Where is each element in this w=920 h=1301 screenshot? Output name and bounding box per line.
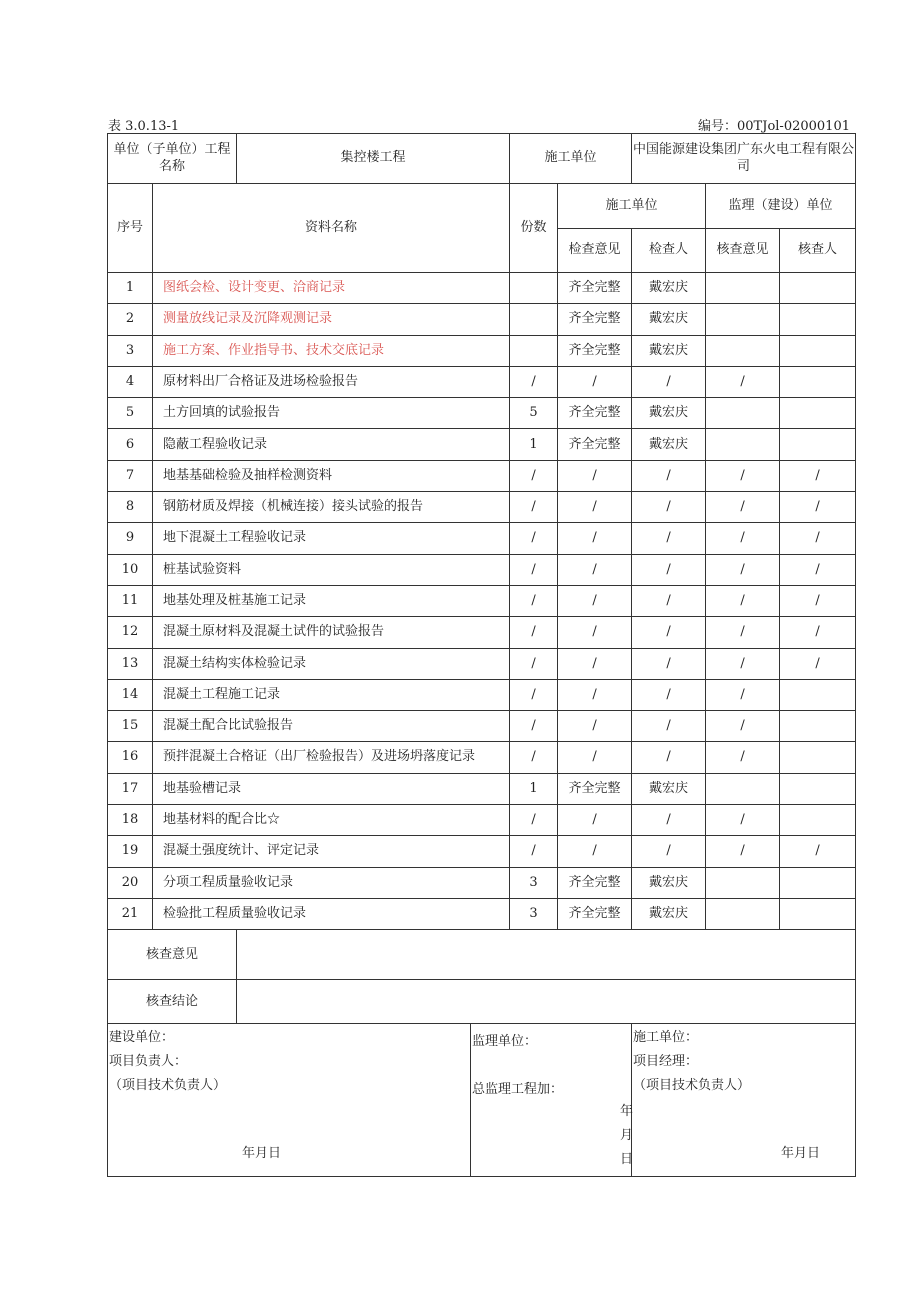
row-supervisor-opinion	[706, 429, 780, 460]
table-row	[108, 805, 856, 836]
owner-signature-block	[108, 1024, 471, 1177]
serial-number: 编号：00TJol-02000101	[698, 119, 850, 134]
row-copies	[510, 335, 558, 366]
row-copies: /	[510, 554, 558, 585]
row-supervisor-opinion	[706, 867, 780, 898]
col-contractor-group: 施工单位	[558, 184, 706, 229]
contractor-value: 中国能源建设集团广东火电工程有限公司	[632, 134, 856, 184]
contractor-signature-block	[632, 1024, 856, 1177]
row-copies: /	[510, 492, 558, 523]
row-supervisor-checker: /	[780, 648, 856, 679]
row-supervisor-checker: /	[780, 836, 856, 867]
row-contractor-checker: 戴宏庆	[632, 335, 706, 366]
row-name: 测量放线记录及沉降观测记录	[153, 304, 510, 335]
row-name: 土方回填的试验报告	[153, 398, 510, 429]
supervisor-date: 年月日	[620, 1104, 634, 1168]
row-copies: /	[510, 648, 558, 679]
row-contractor-opinion: /	[558, 492, 632, 523]
table-row	[108, 304, 856, 335]
row-supervisor-checker	[780, 335, 856, 366]
table-row	[108, 711, 856, 742]
row-contractor-checker: /	[632, 585, 706, 616]
row-supervisor-checker: /	[780, 492, 856, 523]
row-copies: 1	[510, 773, 558, 804]
row-supervisor-checker	[780, 742, 856, 773]
project-row	[108, 134, 856, 184]
row-supervisor-opinion: /	[706, 648, 780, 679]
row-copies: /	[510, 679, 558, 710]
contractor-date: 年月日	[781, 1146, 821, 1162]
row-name: 地基材料的配合比☆	[153, 805, 510, 836]
supervisor-signature-block	[471, 1024, 632, 1177]
row-copies	[510, 304, 558, 335]
table-row	[108, 492, 856, 523]
row-seq: 2	[108, 304, 153, 335]
row-seq: 13	[108, 648, 153, 679]
table-row	[108, 398, 856, 429]
table-row	[108, 429, 856, 460]
row-supervisor-checker	[780, 366, 856, 397]
table-row	[108, 679, 856, 710]
contractor-manager-label: 项目经理：	[633, 1054, 699, 1070]
col-name: 资料名称	[153, 184, 510, 273]
review-opinion-row	[108, 930, 856, 980]
table-row	[108, 366, 856, 397]
row-contractor-checker: /	[632, 460, 706, 491]
table-row	[108, 585, 856, 616]
row-supervisor-opinion	[706, 773, 780, 804]
row-copies: 3	[510, 867, 558, 898]
col-supervisor-group: 监理（建设）单位	[706, 184, 856, 229]
table-row	[108, 773, 856, 804]
row-name: 混凝土强度统计、评定记录	[153, 836, 510, 867]
review-conclusion-row	[108, 980, 856, 1024]
row-seq: 11	[108, 585, 153, 616]
row-name: 地基处理及桩基施工记录	[153, 585, 510, 616]
review-opinion-label: 核查意见	[108, 930, 237, 980]
row-contractor-checker: 戴宏庆	[632, 304, 706, 335]
supervisor-unit-label: 监理单位：	[472, 1034, 538, 1050]
row-copies: /	[510, 366, 558, 397]
row-contractor-checker: /	[632, 554, 706, 585]
row-seq: 10	[108, 554, 153, 585]
row-copies: /	[510, 617, 558, 648]
row-contractor-checker: /	[632, 679, 706, 710]
row-contractor-checker: 戴宏庆	[632, 398, 706, 429]
row-copies: 1	[510, 429, 558, 460]
table-row	[108, 617, 856, 648]
row-supervisor-opinion	[706, 304, 780, 335]
row-contractor-opinion: /	[558, 554, 632, 585]
row-contractor-opinion: /	[558, 648, 632, 679]
row-name: 混凝土配合比试验报告	[153, 711, 510, 742]
row-seq: 6	[108, 429, 153, 460]
row-name: 图纸会检、设计变更、洽商记录	[153, 273, 510, 304]
row-seq: 5	[108, 398, 153, 429]
row-contractor-opinion: /	[558, 617, 632, 648]
row-contractor-opinion: 齐全完整	[558, 898, 632, 929]
row-name: 预拌混凝土合格证（出厂检验报告）及进场坍落度记录	[153, 742, 510, 773]
row-supervisor-opinion: /	[706, 460, 780, 491]
review-opinion-value	[237, 930, 856, 980]
row-copies: /	[510, 836, 558, 867]
owner-tech-label: （项目技术负责人）	[109, 1078, 227, 1094]
col-c-opinion: 检查意见	[558, 229, 632, 273]
owner-date: 年月日	[242, 1146, 282, 1162]
row-seq: 7	[108, 460, 153, 491]
row-contractor-opinion: /	[558, 585, 632, 616]
row-contractor-checker: /	[632, 523, 706, 554]
row-copies	[510, 273, 558, 304]
row-supervisor-checker	[780, 773, 856, 804]
signature-row	[108, 1024, 856, 1177]
row-seq: 9	[108, 523, 153, 554]
row-copies: /	[510, 805, 558, 836]
row-seq: 4	[108, 366, 153, 397]
form-number: 表 3.0.13-1	[108, 119, 180, 134]
row-contractor-checker: /	[632, 366, 706, 397]
row-copies: 5	[510, 398, 558, 429]
row-supervisor-checker	[780, 304, 856, 335]
row-contractor-checker: 戴宏庆	[632, 273, 706, 304]
table-row	[108, 867, 856, 898]
row-supervisor-opinion	[706, 335, 780, 366]
row-contractor-opinion: 齐全完整	[558, 335, 632, 366]
row-name: 混凝土工程施工记录	[153, 679, 510, 710]
row-contractor-opinion: 齐全完整	[558, 304, 632, 335]
row-supervisor-opinion	[706, 398, 780, 429]
row-copies: /	[510, 711, 558, 742]
row-contractor-opinion: 齐全完整	[558, 867, 632, 898]
row-supervisor-opinion: /	[706, 805, 780, 836]
row-supervisor-checker	[780, 398, 856, 429]
row-supervisor-opinion: /	[706, 836, 780, 867]
row-supervisor-opinion: /	[706, 585, 780, 616]
owner-unit-label: 建设单位：	[109, 1030, 175, 1046]
row-contractor-checker: /	[632, 836, 706, 867]
row-supervisor-checker	[780, 429, 856, 460]
row-name: 地下混凝土工程验收记录	[153, 523, 510, 554]
row-supervisor-checker: /	[780, 460, 856, 491]
row-contractor-opinion: /	[558, 805, 632, 836]
row-copies: /	[510, 460, 558, 491]
row-supervisor-checker: /	[780, 617, 856, 648]
row-seq: 15	[108, 711, 153, 742]
row-name: 地基基础检验及抽样检测资料	[153, 460, 510, 491]
row-supervisor-checker	[780, 273, 856, 304]
unit-label: 单位（子单位）工程名称	[108, 134, 237, 184]
row-seq: 20	[108, 867, 153, 898]
row-contractor-opinion: /	[558, 460, 632, 491]
col-copies: 份数	[510, 184, 558, 273]
table-row	[108, 335, 856, 366]
row-supervisor-checker	[780, 898, 856, 929]
row-supervisor-checker	[780, 679, 856, 710]
row-seq: 19	[108, 836, 153, 867]
row-supervisor-opinion: /	[706, 492, 780, 523]
row-seq: 17	[108, 773, 153, 804]
row-supervisor-opinion: /	[706, 617, 780, 648]
row-contractor-checker: 戴宏庆	[632, 898, 706, 929]
row-contractor-opinion: /	[558, 523, 632, 554]
row-seq: 1	[108, 273, 153, 304]
row-name: 原材料出厂合格证及进场检验报告	[153, 366, 510, 397]
row-name: 施工方案、作业指导书、技术交底记录	[153, 335, 510, 366]
inspection-table	[107, 133, 856, 1177]
contractor-label: 施工单位	[510, 134, 632, 184]
col-s-checker: 核查人	[780, 229, 856, 273]
row-contractor-opinion: /	[558, 836, 632, 867]
row-contractor-checker: 戴宏庆	[632, 773, 706, 804]
row-name: 检验批工程质量验收记录	[153, 898, 510, 929]
row-contractor-opinion: /	[558, 711, 632, 742]
row-contractor-opinion: /	[558, 742, 632, 773]
row-copies: 3	[510, 898, 558, 929]
row-supervisor-opinion	[706, 273, 780, 304]
row-seq: 8	[108, 492, 153, 523]
row-copies: /	[510, 523, 558, 554]
review-conclusion-label: 核查结论	[108, 980, 237, 1024]
row-contractor-opinion: 齐全完整	[558, 398, 632, 429]
table-row	[108, 523, 856, 554]
table-row	[108, 898, 856, 929]
row-seq: 18	[108, 805, 153, 836]
contractor-unit-label: 施工单位：	[633, 1030, 699, 1046]
row-seq: 12	[108, 617, 153, 648]
row-supervisor-checker	[780, 805, 856, 836]
row-seq: 16	[108, 742, 153, 773]
row-supervisor-opinion: /	[706, 711, 780, 742]
row-contractor-opinion: 齐全完整	[558, 429, 632, 460]
col-c-checker: 检查人	[632, 229, 706, 273]
row-copies: /	[510, 585, 558, 616]
row-name: 桩基试验资料	[153, 554, 510, 585]
row-contractor-checker: 戴宏庆	[632, 867, 706, 898]
row-contractor-opinion: 齐全完整	[558, 273, 632, 304]
row-contractor-checker: /	[632, 711, 706, 742]
row-name: 钢筋材质及焊接（机械连接）接头试验的报告	[153, 492, 510, 523]
supervisor-engineer-label: 总监理工程加：	[472, 1082, 564, 1098]
row-name: 隐蔽工程验收记录	[153, 429, 510, 460]
row-supervisor-checker: /	[780, 554, 856, 585]
row-seq: 3	[108, 335, 153, 366]
review-conclusion-value	[237, 980, 856, 1024]
col-seq: 序号	[108, 184, 153, 273]
row-supervisor-checker: /	[780, 585, 856, 616]
row-supervisor-checker	[780, 711, 856, 742]
row-contractor-opinion: /	[558, 679, 632, 710]
row-contractor-checker: 戴宏庆	[632, 429, 706, 460]
row-contractor-checker: /	[632, 492, 706, 523]
row-supervisor-opinion: /	[706, 554, 780, 585]
row-supervisor-opinion: /	[706, 679, 780, 710]
table-row	[108, 273, 856, 304]
row-contractor-checker: /	[632, 617, 706, 648]
row-contractor-opinion: /	[558, 366, 632, 397]
unit-value: 集控楼工程	[237, 134, 510, 184]
table-row	[108, 648, 856, 679]
contractor-tech-label: （项目技术负责人）	[633, 1078, 751, 1094]
row-supervisor-opinion: /	[706, 523, 780, 554]
table-row	[108, 836, 856, 867]
table-row	[108, 554, 856, 585]
row-contractor-checker: /	[632, 648, 706, 679]
table-row	[108, 742, 856, 773]
row-copies: /	[510, 742, 558, 773]
row-supervisor-opinion: /	[706, 742, 780, 773]
row-supervisor-checker: /	[780, 523, 856, 554]
row-name: 分项工程质量验收记录	[153, 867, 510, 898]
col-s-opinion: 核查意见	[706, 229, 780, 273]
row-name: 混凝土结构实体检验记录	[153, 648, 510, 679]
row-contractor-checker: /	[632, 805, 706, 836]
row-contractor-opinion: 齐全完整	[558, 773, 632, 804]
column-header-row-1	[108, 184, 856, 229]
row-seq: 21	[108, 898, 153, 929]
row-supervisor-checker	[780, 867, 856, 898]
row-name: 地基验槽记录	[153, 773, 510, 804]
owner-manager-label: 项目负责人：	[109, 1054, 188, 1070]
row-contractor-checker: /	[632, 742, 706, 773]
row-supervisor-opinion	[706, 898, 780, 929]
row-name: 混凝土原材料及混凝土试件的试验报告	[153, 617, 510, 648]
table-row	[108, 460, 856, 491]
row-seq: 14	[108, 679, 153, 710]
row-supervisor-opinion: /	[706, 366, 780, 397]
